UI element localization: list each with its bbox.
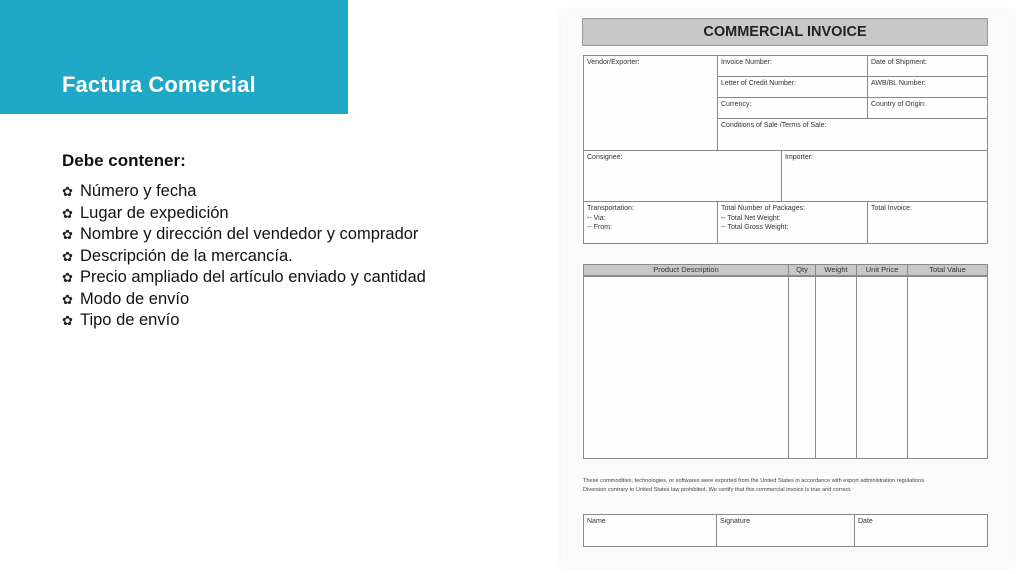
invoice-title: COMMERCIAL INVOICE xyxy=(582,18,988,46)
list-item: ✿ Número y fecha xyxy=(62,181,426,203)
name-field: Name xyxy=(583,514,717,547)
list-item: ✿ Lugar de expedición xyxy=(62,203,426,225)
flower-bullet-icon: ✿ xyxy=(62,184,73,199)
flower-bullet-icon: ✿ xyxy=(62,313,73,328)
importer-field: Importer: xyxy=(781,150,988,202)
country-of-origin-field: Country of Origin: xyxy=(867,97,988,119)
subheading: Debe contener: xyxy=(62,151,186,170)
packages-field: Total Number of Packages: -- Total Net Weight: -- Total Gross Weight: xyxy=(717,201,868,244)
header-unit-price: Unit Price xyxy=(856,264,908,276)
letter-of-credit-field: Letter of Credit Number: xyxy=(717,76,868,98)
column-weight xyxy=(815,276,857,459)
total-invoice-field: Total Invoice: xyxy=(867,201,988,244)
flower-bullet-icon: ✿ xyxy=(62,248,73,264)
export-disclaimer: These commodities, technologies, or softwares were exported from the United States in accordance with export administration regulations. Diversion contrary to United States law prohibited. We certify that this commercial invoice is true and correct. xyxy=(583,478,926,493)
column-total-value xyxy=(907,276,988,459)
flower-bullet-icon: ✿ xyxy=(62,270,73,285)
awb-bl-field: AWB/BL Number: xyxy=(867,76,988,98)
header-weight: Weight xyxy=(815,264,857,276)
currency-field: Currency: xyxy=(717,97,868,119)
date-field: Date xyxy=(854,514,988,547)
column-unit-price xyxy=(856,276,908,459)
signature-field: Signature xyxy=(716,514,855,547)
column-qty xyxy=(788,276,816,459)
list-item: ✿ Precio ampliado del artículo enviado y cantidad xyxy=(62,267,426,289)
requirements-list xyxy=(62,181,426,332)
flower-bullet-icon: ✿ xyxy=(62,205,73,221)
flower-bullet-icon: ✿ xyxy=(62,291,73,307)
header-qty: Qty xyxy=(788,264,816,276)
list-item: ✿ Nombre y dirección del vendedor y comprador xyxy=(62,224,426,246)
list-item: ✿ Descripción de la mercancía. xyxy=(62,246,426,268)
slide-title: Factura Comercial xyxy=(62,72,256,97)
consignee-field: Consignee: xyxy=(583,150,782,202)
column-product-description xyxy=(583,276,789,459)
conditions-of-sale-field: Conditions of Sale /Terms of Sale: xyxy=(717,118,988,151)
invoice-number-field: Invoice Number: xyxy=(717,55,868,77)
transportation-field: Transportation: -- Via: -- From: xyxy=(583,201,718,244)
list-item: ✿ Tipo de envío xyxy=(62,310,426,332)
vendor-field: Vendor/Exporter: xyxy=(583,55,718,151)
date-of-shipment-field: Date of Shipment: xyxy=(867,55,988,77)
flower-bullet-icon: ✿ xyxy=(62,227,73,242)
header-product-description: Product Description xyxy=(583,264,789,276)
list-item: ✿ Modo de envío xyxy=(62,289,426,311)
header-total-value: Total Value xyxy=(907,264,988,276)
